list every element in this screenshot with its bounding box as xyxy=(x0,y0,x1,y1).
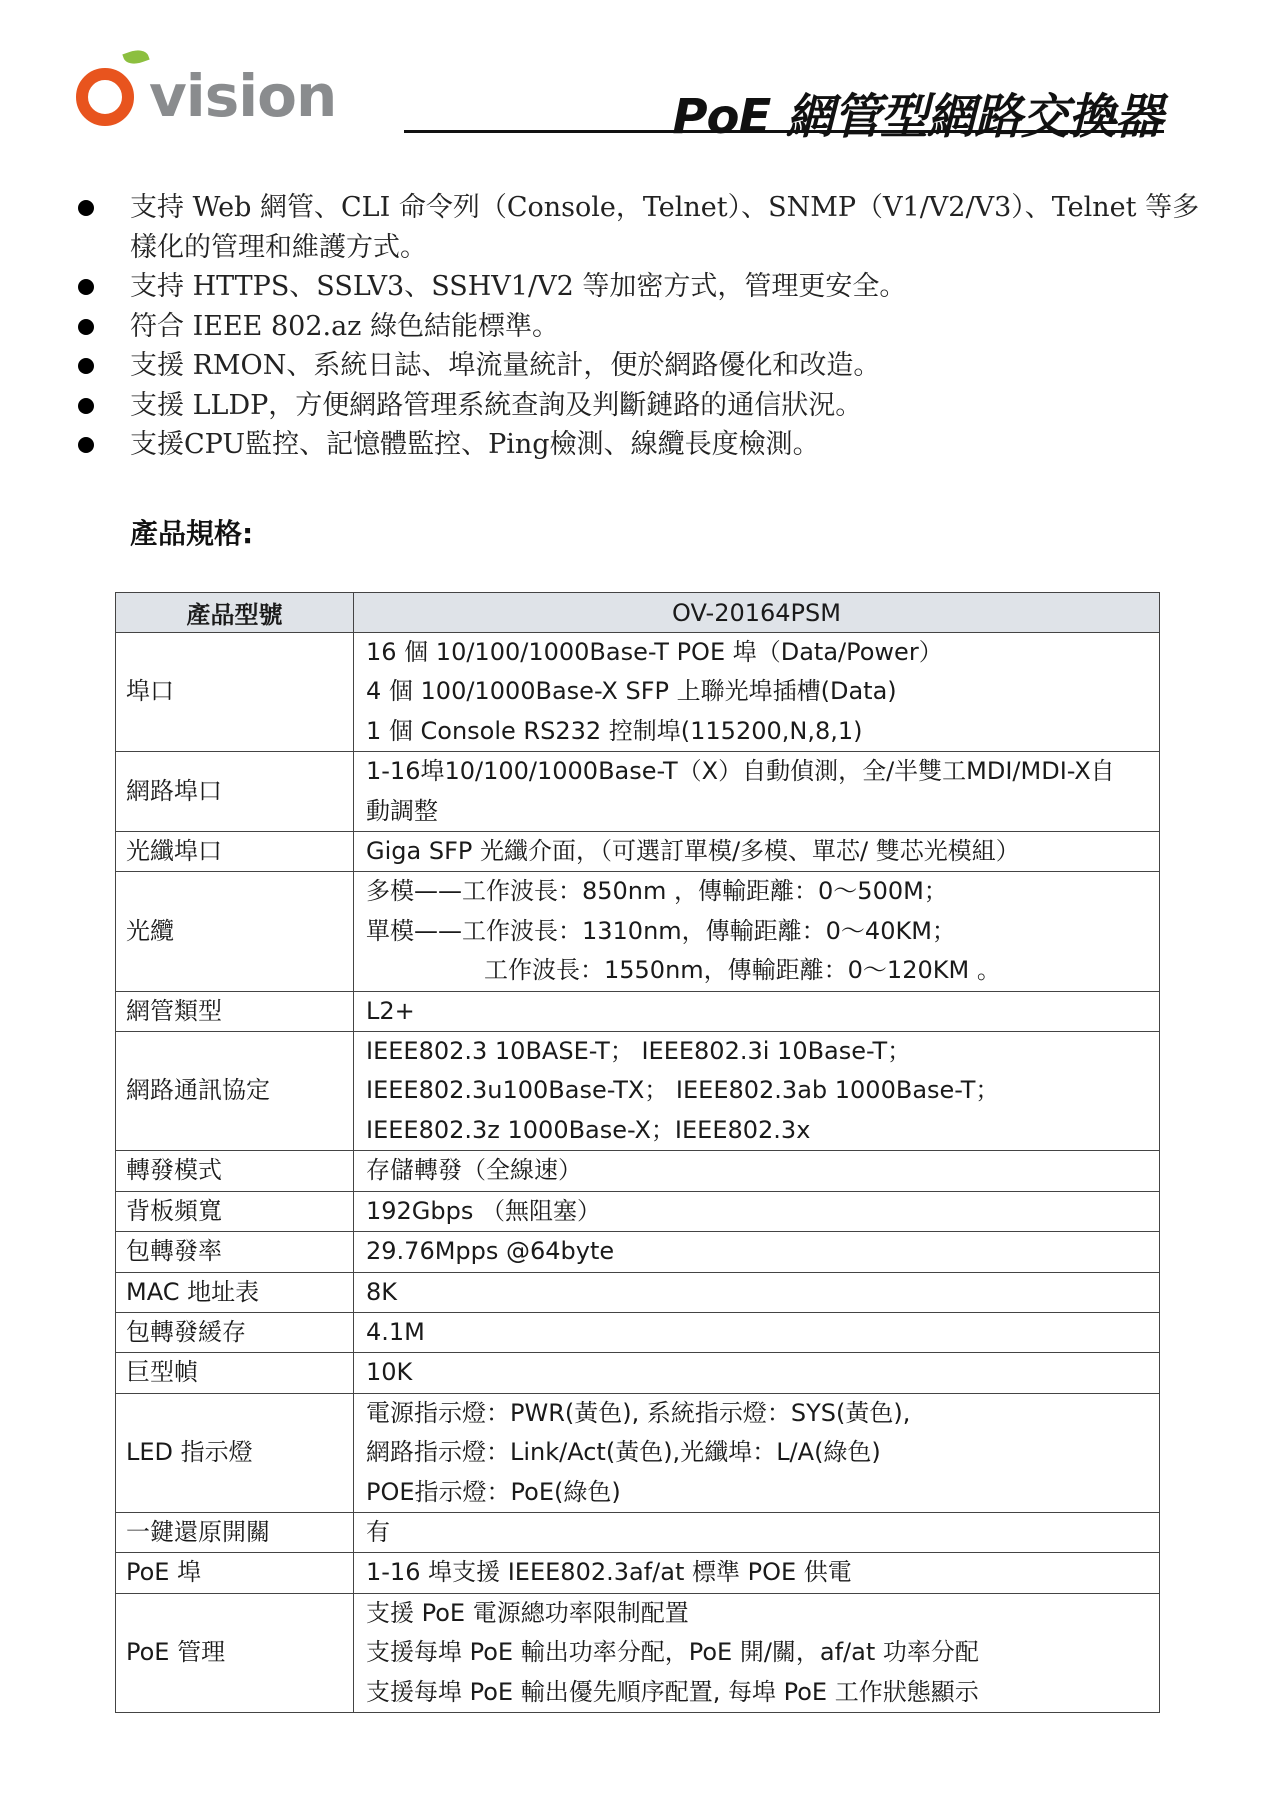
spec-value xyxy=(354,1272,1160,1312)
spec-value-line: 16 個 10/100/1000Base-T POE 埠（Data/Power） xyxy=(366,638,943,666)
spec-label: 光纜 xyxy=(116,872,354,991)
feature-item: 支持 Web 網管、CLI 命令列（Console，Telnet）、SNMP（V1/V2/V3）、Telnet 等多樣化的管理和維護方式。 xyxy=(76,188,1206,267)
spec-value-line: 工作波長：1550nm，傳輸距離：0～120KM 。 xyxy=(484,956,1001,985)
table-row xyxy=(116,1393,1160,1512)
spec-value-line: 1 個 Console RS232 控制埠(115200,N,8,1) xyxy=(366,716,863,745)
spec-value-line: 單模——工作波長：1310nm，傳輸距離：0～40KM； xyxy=(366,916,956,945)
page-header xyxy=(0,0,1280,150)
spec-value xyxy=(354,1393,1160,1512)
table-row xyxy=(116,1272,1160,1312)
table-row xyxy=(116,1151,1160,1191)
spec-value-line: 10K xyxy=(366,1358,413,1387)
spec-value-line: 4.1M xyxy=(366,1317,425,1346)
spec-value-line: 多模——工作波長：850nm ，傳輸距離：0～500M； xyxy=(366,877,948,906)
spec-value xyxy=(354,1312,1160,1352)
spec-value xyxy=(354,832,1160,872)
table-row xyxy=(116,1593,1160,1712)
spec-value-line: 支援 PoE 電源總功率限制配置 xyxy=(366,1598,689,1627)
document-title: PoE 網管型網路交換器 xyxy=(672,89,1162,145)
feature-item: 符合 IEEE 802.az 綠色結能標準。 xyxy=(76,307,1206,347)
spec-value xyxy=(354,752,1160,832)
logo-wordmark: vision xyxy=(149,62,337,130)
spec-value-line: IEEE802.3z 1000Base-X；IEEE802.3x xyxy=(366,1115,811,1144)
table-row xyxy=(116,1232,1160,1272)
spec-value-line: 192Gbps （無阻塞） xyxy=(366,1196,602,1225)
spec-value-line: 4 個 100/1000Base-X SFP 上聯光埠插槽(Data) xyxy=(366,677,897,706)
spec-label: 一鍵還原開關 xyxy=(116,1512,354,1552)
spec-value-line: 8K xyxy=(366,1277,398,1306)
spec-value-line: 存儲轉發（全線速） xyxy=(366,1156,582,1185)
table-row xyxy=(116,1191,1160,1231)
spec-label: PoE 管理 xyxy=(116,1593,354,1712)
spec-value xyxy=(354,1151,1160,1191)
spec-label: 轉發模式 xyxy=(116,1151,354,1191)
spec-label: LED 指示燈 xyxy=(116,1393,354,1512)
spec-label: 背板頻寬 xyxy=(116,1191,354,1231)
spec-value-line: 有 xyxy=(366,1517,390,1546)
spec-value-line: 動調整 xyxy=(366,796,438,825)
spec-value xyxy=(354,1353,1160,1393)
spec-value xyxy=(354,872,1160,991)
spec-value xyxy=(354,1593,1160,1712)
feature-item: 支援 RMON、系統日誌、埠流量統計，便於網路優化和改造。 xyxy=(76,346,1206,386)
spec-label: MAC 地址表 xyxy=(116,1272,354,1312)
spec-label: 埠口 xyxy=(116,633,354,752)
table-row xyxy=(116,1553,1160,1593)
table-row xyxy=(116,1512,1160,1552)
spec-value-line: IEEE802.3 10BASE-T； IEEE802.3i 10Base-T； xyxy=(366,1037,912,1066)
spec-table xyxy=(115,592,1160,1713)
spec-value-line: Giga SFP 光纖介面，（可選訂單模/多模、單芯/ 雙芯光模組） xyxy=(366,837,1020,866)
spec-label: 包轉發率 xyxy=(116,1232,354,1272)
spec-heading: 產品規格: xyxy=(130,517,254,550)
feature-list xyxy=(76,188,1206,465)
spec-label: 包轉發緩存 xyxy=(116,1312,354,1352)
table-row xyxy=(116,1312,1160,1352)
spec-value xyxy=(354,1032,1160,1151)
table-row xyxy=(116,1353,1160,1393)
spec-header-row xyxy=(116,593,1160,633)
spec-label: PoE 埠 xyxy=(116,1553,354,1593)
table-row xyxy=(116,752,1160,832)
table-row xyxy=(116,872,1160,991)
spec-value-line: 1-16 埠支援 IEEE802.3af/at 標準 POE 供電 xyxy=(366,1558,852,1587)
spec-value-line: IEEE802.3u100Base-TX； IEEE802.3ab 1000Base-T； xyxy=(366,1076,1000,1105)
spec-value-line: POE指示燈：PoE(綠色) xyxy=(366,1477,621,1506)
table-row xyxy=(116,832,1160,872)
spec-label: 網路通訊協定 xyxy=(116,1032,354,1151)
spec-value xyxy=(354,633,1160,752)
ovision-logo xyxy=(76,48,366,138)
title-underline xyxy=(404,130,1164,133)
spec-value-line: 29.76Mpps @64byte xyxy=(366,1237,615,1266)
table-row xyxy=(116,991,1160,1031)
spec-label: 光纖埠口 xyxy=(116,832,354,872)
spec-value-line: 電源指示燈：PWR(黃色), 系統指示燈：SYS(黃色), xyxy=(366,1398,911,1427)
feature-item: 支持 HTTPS、SSLV3、SSHV1/V2 等加密方式，管理更安全。 xyxy=(76,267,1206,307)
spec-label: 網路埠口 xyxy=(116,752,354,832)
table-row xyxy=(116,633,1160,752)
logo-o-ring-icon xyxy=(76,68,134,126)
logo-leaf-icon xyxy=(122,46,149,67)
spec-header-model: OV-20164PSM xyxy=(354,593,1160,633)
spec-value-line: L2+ xyxy=(366,996,415,1025)
feature-item: 支援CPU監控、記憶體監控、Ping檢測、線纜長度檢測。 xyxy=(76,425,1206,465)
spec-value xyxy=(354,1232,1160,1272)
spec-label: 巨型幀 xyxy=(116,1353,354,1393)
spec-value-line: 支援每埠 PoE 輸出功率分配，PoE 開/關，af/at 功率分配 xyxy=(366,1638,979,1667)
spec-value-line: 支援每埠 PoE 輸出優先順序配置, 每埠 PoE 工作狀態顯示 xyxy=(366,1677,979,1706)
spec-label: 網管類型 xyxy=(116,991,354,1031)
spec-header-label: 產品型號 xyxy=(116,593,354,633)
table-row xyxy=(116,1032,1160,1151)
spec-value xyxy=(354,1512,1160,1552)
spec-value xyxy=(354,1191,1160,1231)
spec-value-line: 網路指示燈：Link/Act(黃色),光纖埠：L/A(綠色) xyxy=(366,1438,881,1467)
spec-value-line: 1-16埠10/100/1000Base-T（X）自動偵測，全/半雙工MDI/MDI-X自 xyxy=(366,757,1115,786)
spec-value xyxy=(354,991,1160,1031)
feature-item: 支援 LLDP，方便網路管理系統查詢及判斷鏈路的通信狀況。 xyxy=(76,386,1206,426)
spec-value xyxy=(354,1553,1160,1593)
